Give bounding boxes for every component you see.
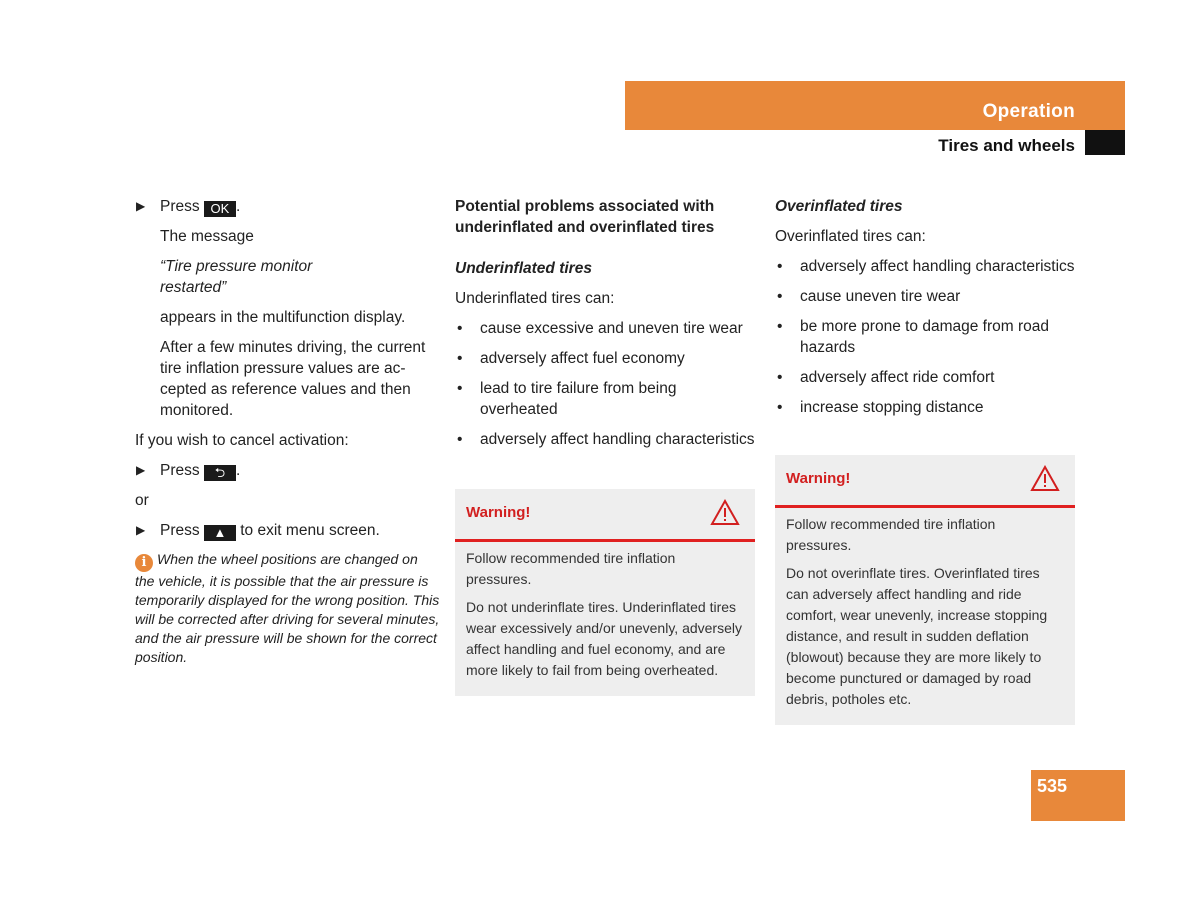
underinflated-intro: Underinflated tires can: [455,290,615,307]
up-key-icon: ▲ [204,525,236,541]
column-left [135,196,440,667]
or-text: or [135,492,149,509]
subsection-marker [1085,130,1125,155]
warning-box-underinflated [455,489,755,696]
warning-text: Do not underinflate tires. Underinflated tires wear excessively and/or unevenly, adversely affect handling and fuel economy, and are more likely to fail from being overheated. [466,599,742,678]
list-item: • adversely affect handling characteristics [775,256,1075,277]
warning-triangle-icon [710,499,740,526]
subsection-title: Tires and wheels [938,136,1075,155]
cancel-intro: If you wish to cancel activation: [135,432,349,449]
section-title: Operation [982,101,1075,122]
info-icon: i [135,554,153,572]
list-item: • adversely affect ride comfort [775,367,1075,388]
warning-triangle-icon [1030,465,1060,492]
message-after: appears in the multifunction display. [160,309,406,326]
problems-heading: Potential problems associated with underinflated and overinflated tires [455,198,715,236]
list-item: • be more prone to damage from road hazards [775,316,1075,358]
list-item: • adversely affect fuel economy [455,348,755,369]
warning-title: Warning! [466,504,531,521]
message-quote: “Tire pressure monitor restarted” [160,258,313,296]
list-item: • adversely affect handling characteristics [455,429,755,450]
ok-key-icon: OK [204,201,236,217]
back-key-icon: ⮌ [204,465,236,481]
warning-title: Warning! [786,470,851,487]
message-intro: The message [160,228,254,245]
step-arrow-icon: ▶ [136,523,146,537]
column-right [775,196,1075,427]
after-drive-text: After a few minutes driving, the current tire inflation pressure values are ac-cepted as reference values and then monitored. [160,339,426,419]
warning-header [455,489,755,542]
overinflated-list [775,256,1075,418]
warning-text: Follow recommended tire inflation pressures. [466,550,676,587]
step-press-back: ▶ Press ⮌ . [136,462,241,480]
list-item: • increase stopping distance [775,397,1075,418]
info-note-text: When the wheel positions are changed on the vehicle, it is possible that the air pressure is temporarily displayed for the wrong position. This will be corrected after driving for several minutes, and the air pressure will be shown for the correct position. [135,551,440,665]
step-arrow-icon: ▶ [136,199,146,213]
warning-text: Do not overinflate tires. Overinflated tires can adversely affect handling and ride comfort, wear unevenly, increase stopping distance, and result in sudden deflation (blowout) because they are more likely to become punctured or damaged by road debris, potholes etc. [786,565,1048,707]
overinflated-intro: Overinflated tires can: [775,228,926,245]
warning-body [455,542,755,696]
warning-box-overinflated [775,455,1075,725]
warning-text: Follow recommended tire inflation pressures. [786,516,996,553]
info-note [135,550,440,667]
column-middle [455,196,755,459]
step-press-ok: ▶ Press OK . [136,198,241,216]
list-item: • lead to tire failure from being overheated [455,378,755,420]
underinflated-list [455,318,755,450]
list-item: • cause uneven tire wear [775,286,1075,307]
step-press-up: ▶ Press ▲ to exit menu screen. [136,522,380,540]
underinflated-heading: Underinflated tires [455,260,592,277]
page-number: 535 [1037,776,1068,796]
warning-header [775,455,1075,508]
list-item: • cause excessive and uneven tire wear [455,318,755,339]
step-arrow-icon: ▶ [136,463,146,477]
overinflated-heading: Overinflated tires [775,198,903,215]
warning-body [775,508,1075,725]
